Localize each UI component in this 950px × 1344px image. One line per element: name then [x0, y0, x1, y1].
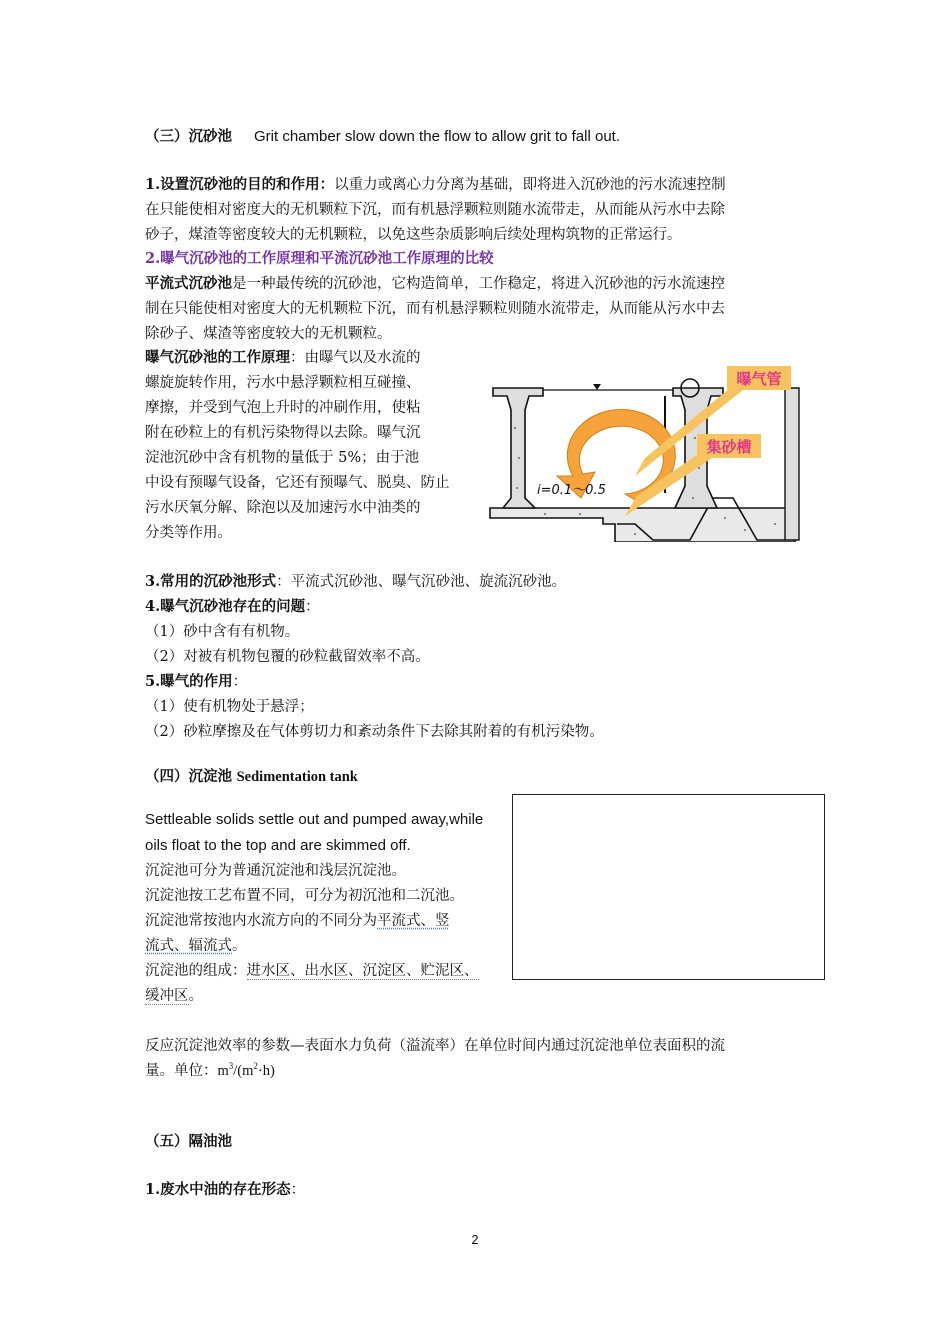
- section4-line-e-prefix: 沉淀池的组成：: [145, 963, 247, 979]
- flow-grit-paragraph: [145, 271, 725, 347]
- aerated-line-1: 由曝气以及水流的: [304, 350, 421, 366]
- unit-m: m: [217, 1063, 229, 1079]
- page-number: 2: [471, 1232, 479, 1247]
- item4-label: 4.曝气沉砂池存在的问题: [145, 598, 306, 615]
- section3-title-en: Grit chamber slow down the flow to allow grit to fall out.: [254, 128, 620, 145]
- section3-heading: [145, 124, 620, 150]
- unit-exp-2: 2: [253, 1061, 258, 1072]
- section3-title: （三）沉砂池: [145, 128, 232, 145]
- section4-en-line-1: Settleable solids settle out and pumped away,while: [145, 811, 484, 828]
- aerated-line-5: 淀池沉砂中含有机物的量低于 5%；由于池: [145, 450, 420, 466]
- section4-title: （四）沉淀池: [145, 768, 232, 785]
- unit-end: ·h): [257, 1063, 275, 1079]
- item3-line: [145, 569, 566, 595]
- item1-colon: ：: [319, 176, 335, 193]
- aerated-line-6: 中设有预曝气设备，它还有预曝气、脱臭、防止: [145, 475, 450, 491]
- param-line-1: 反应沉淀池效率的参数—表面水力负荷（溢流率）在单位时间内通过沉淀池单位表面积的流: [145, 1038, 725, 1054]
- unit-exp-3: 3: [228, 1061, 234, 1072]
- unit-formula: [218, 1063, 275, 1079]
- unit-mid: /(m: [233, 1063, 254, 1079]
- item4-point-1: （1）砂中含有有机物。: [145, 624, 300, 640]
- aerated-grit-colon: ：: [290, 350, 305, 366]
- item1-line-1: 以重力或离心力分离为基础，即将进入沉砂池的污水流速控制: [334, 177, 726, 193]
- param-line-2-prefix: 量。单位：: [145, 1063, 218, 1079]
- item1-line-2: 在只能使相对密度大的无机颗粒下沉，而有机悬浮颗粒则随水流带走，从而能从污水中去除: [145, 202, 725, 218]
- section4-line-a: 沉淀池可分为普通沉淀池和浅层沉淀池。: [145, 863, 406, 879]
- section4-english: [145, 807, 483, 859]
- item1-label: 1.设置沉砂池的目的和作用: [145, 176, 320, 193]
- section5-item1-colon: ：: [290, 1182, 306, 1198]
- image-placeholder-frame: [512, 794, 825, 980]
- right-wall: [785, 388, 799, 540]
- left-wall: [493, 388, 543, 508]
- aerated-grit-label: 曝气沉砂池的工作原理: [145, 349, 290, 366]
- section4-line-e-underlined: 进水区、出水区、沉淀区、贮泥区、: [246, 963, 479, 979]
- item5-block: [145, 669, 604, 745]
- flow-grit-line-1: 是一种最传统的沉砂池，它构造简单，工作稳定，将进入沉砂池的污水流速控: [232, 276, 725, 292]
- section4-line-f-underlined: 缓冲区: [145, 988, 189, 1004]
- item5-point-1: （1）使有机物处于悬浮；: [145, 699, 314, 715]
- item4-block: [145, 594, 430, 670]
- flow-grit-line-2: 制在只能使相对密度大的无机颗粒下沉，而有机悬浮颗粒则随水流带走，从而能从污水中去: [145, 301, 725, 317]
- section5-item1: [145, 1177, 305, 1203]
- aerated-grit-chamber-diagram: [485, 348, 801, 542]
- slope-label: i=0.1～0.5: [537, 483, 606, 498]
- flow-grit-label: 平流式沉砂池: [145, 275, 232, 292]
- aerated-line-2: 螺旋旋转作用，污水中悬浮颗粒相互碰撞、: [145, 375, 421, 391]
- item5-colon: ：: [232, 674, 248, 690]
- aerated-line-7: 污水厌氧分解、除泡以及加速污水中油类的: [145, 500, 421, 516]
- section4-en-line-2: oils float to the top and are skimmed off.: [145, 837, 411, 854]
- item3-colon: ：: [276, 574, 291, 590]
- item4-point-2: （2）对被有机物包覆的砂粒截留效率不高。: [145, 649, 430, 665]
- item4-colon: ：: [305, 599, 320, 615]
- item1-line-3: 砂子，煤渣等密度较大的无机颗粒，以免这些杂质影响后续处理构筑物的正常运行。: [145, 227, 682, 243]
- section4-title-en: Sedimentation tank: [236, 769, 358, 785]
- item2-heading: 2.曝气沉砂池的工作原理和平流沉砂池工作原理的比较: [145, 250, 494, 267]
- aerated-line-8: 分类等作用。: [145, 525, 232, 541]
- section4-line-b: 沉淀池按工艺布置不同，可分为初沉池和二沉池。: [145, 888, 464, 904]
- section4-line-c-prefix: 沉淀池常按池内水流方向的不同分为: [145, 913, 377, 929]
- aerated-grit-paragraph: [145, 345, 450, 546]
- aerated-line-4: 附在砂粒上的有机污染物得以去除。曝气沉: [145, 425, 421, 441]
- item5-point-2: （2）砂粒摩擦及在气体剪切力和紊动条件下去除其附着的有机污染物。: [145, 724, 604, 740]
- item3-text: 平流式沉砂池、曝气沉砂池、旋流沉砂池。: [290, 574, 567, 590]
- section4-line-c-underlined: 平流式、竖: [377, 913, 450, 929]
- section5-item1-label: 1.废水中油的存在形态: [145, 1181, 291, 1198]
- parameter-paragraph: [145, 1034, 725, 1084]
- item3-label: 3.常用的沉砂池形式: [145, 573, 277, 590]
- section4-line-d-underlined: 流式、辐流式: [145, 938, 232, 954]
- item1-paragraph: [145, 172, 726, 248]
- flow-grit-line-3: 除砂子、煤渣等密度较大的无机颗粒。: [145, 326, 392, 342]
- section4-heading: [145, 764, 358, 790]
- item5-label: 5.曝气的作用: [145, 673, 233, 690]
- section5-title: （五）隔油池: [145, 1133, 232, 1150]
- section4-line-f-end: 。: [188, 988, 203, 1004]
- aerated-line-3: 摩擦，并受到气泡上升时的冲刷作用，使粘: [145, 400, 421, 416]
- section4-chinese: [145, 859, 479, 1009]
- aeration-pipe-label: 曝气管: [736, 370, 782, 388]
- water-level-mark: [593, 384, 601, 390]
- section4-line-d-end: 。: [232, 938, 247, 954]
- grit-channel-label: 集砂槽: [706, 438, 752, 456]
